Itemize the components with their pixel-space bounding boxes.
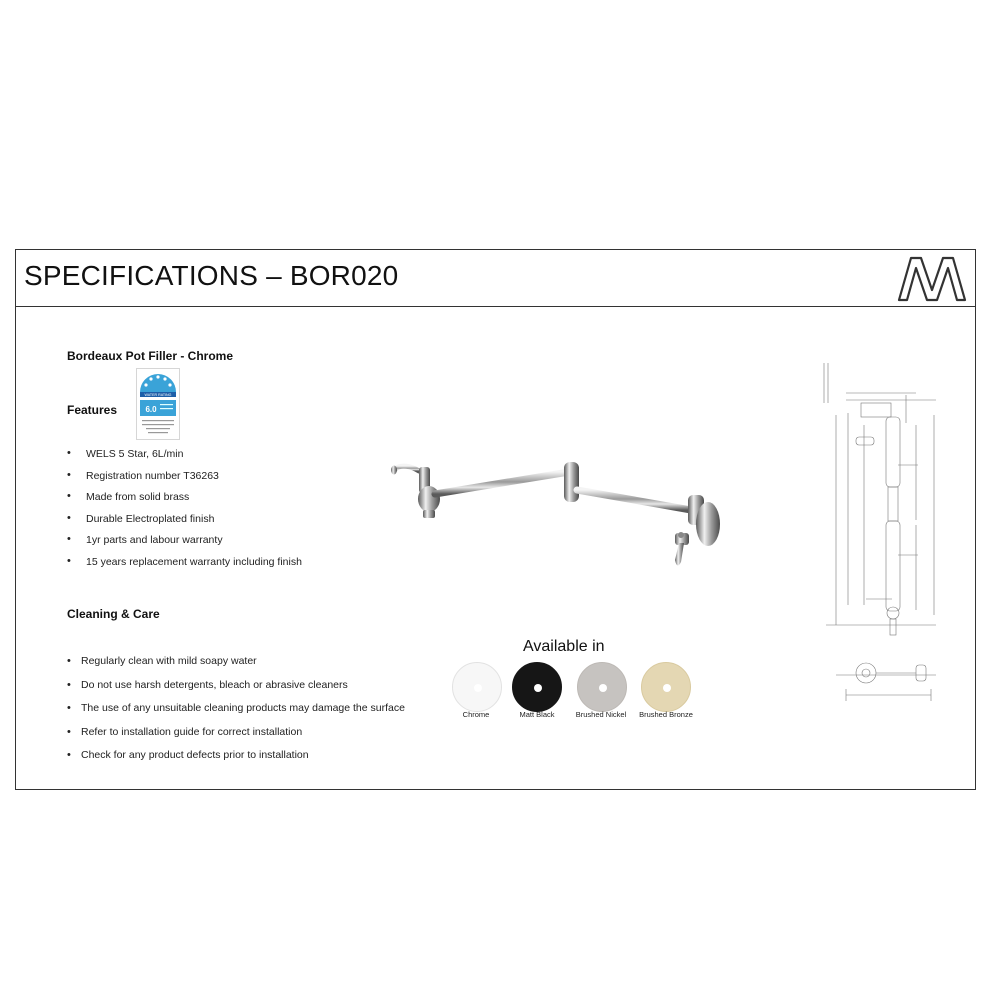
list-item: • Do not use harsh detergents, bleach or abrasive cleaners (66, 679, 406, 692)
pot-filler-faucet-photo (371, 450, 721, 600)
list-item: • Registration number T36263 (66, 470, 302, 492)
list-item: • Check for any product defects prior to installation (66, 749, 406, 762)
swatch-center (474, 684, 482, 692)
spec-sheet (15, 249, 976, 790)
features-list (66, 448, 302, 577)
wels-rating: 6.0 (145, 405, 157, 414)
list-item: • Refer to installation guide for correct installation (66, 726, 406, 739)
list-item: • Made from solid brass (66, 491, 302, 513)
brand-m-logo-icon (895, 252, 969, 304)
available-in-title: Available in (523, 638, 605, 655)
finish-label-matt-black: Matt Black (519, 710, 555, 719)
care-list (66, 655, 406, 773)
finish-swatch-brushed-bronze (641, 662, 691, 712)
finish-label-chrome: Chrome (462, 710, 490, 719)
dimension-technical-drawing (806, 355, 956, 715)
product-name: Bordeaux Pot Filler - Chrome (67, 349, 234, 363)
list-item: • 15 years replacement warranty including finish (66, 556, 302, 578)
care-heading: Cleaning & Care (67, 607, 160, 621)
swatch-center (534, 684, 542, 692)
list-item: • Regularly clean with mild soapy water (66, 655, 406, 668)
finish-swatch-chrome (452, 662, 502, 712)
list-item: • Durable Electroplated finish (66, 513, 302, 535)
list-item: • The use of any unsuitable cleaning products may damage the surface (66, 702, 406, 715)
swatch-center (663, 684, 671, 692)
features-heading: Features (67, 403, 118, 417)
finish-swatch-brushed-nickel (577, 662, 627, 712)
header (16, 250, 975, 307)
list-item: • 1yr parts and labour warranty (66, 534, 302, 556)
finish-swatch-matt-black (512, 662, 562, 712)
wels-heading: WATER RATING (144, 393, 172, 397)
finish-label-brushed-bronze: Brushed Bronze (639, 710, 693, 719)
finish-label-brushed-nickel: Brushed Nickel (575, 710, 627, 719)
swatch-center (599, 684, 607, 692)
list-item: • WELS 5 Star, 6L/min (66, 448, 302, 470)
wels-water-rating-label-icon (136, 368, 180, 440)
page-title: SPECIFICATIONS – BOR020 (24, 260, 399, 291)
